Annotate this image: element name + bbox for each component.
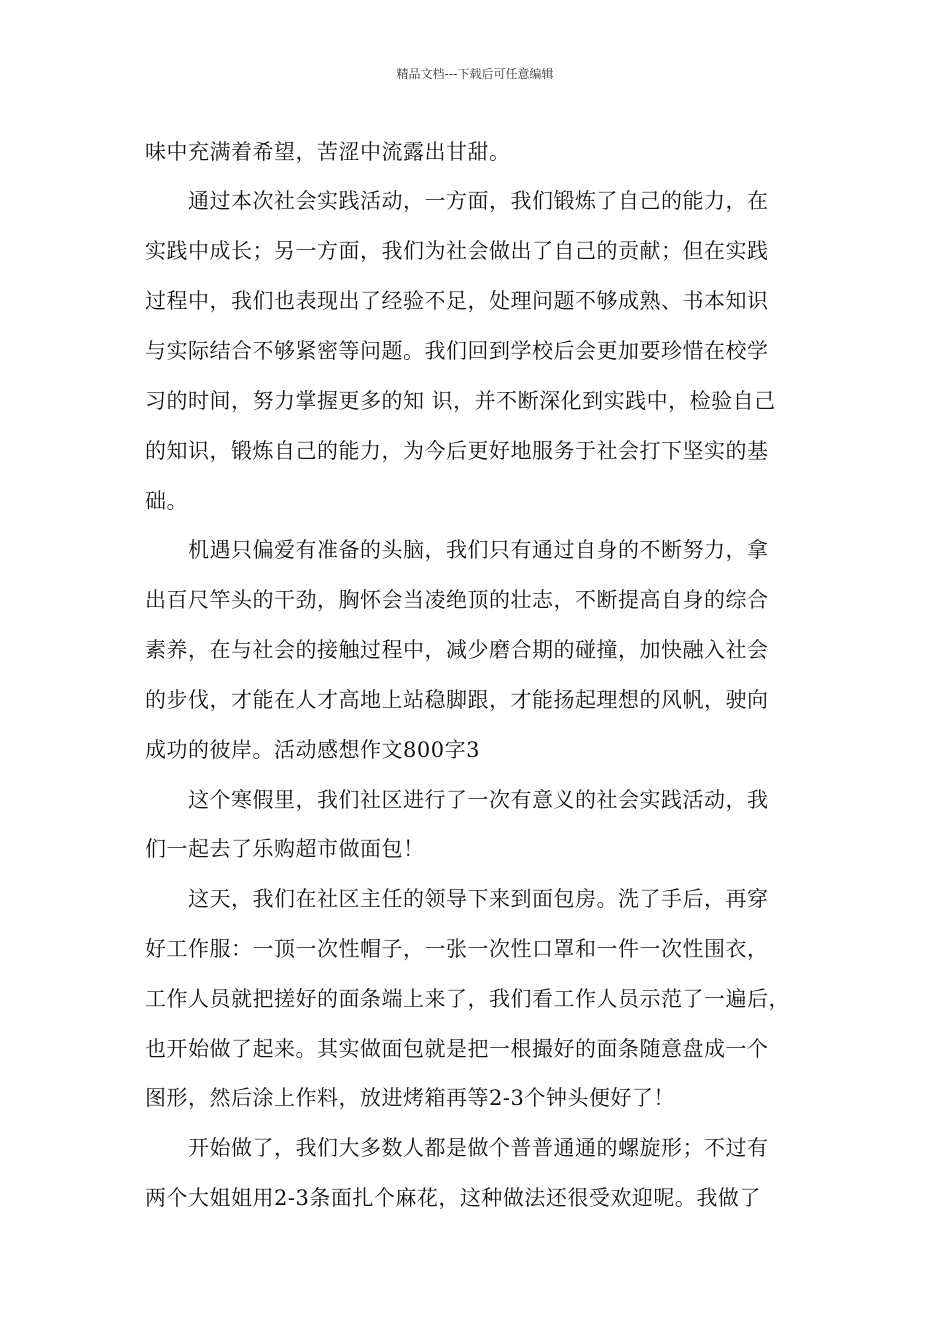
- text-line: 出百尺竿头的干劲，胸怀会当凌绝顶的壮志，不断提高自身的综合: [145, 588, 769, 612]
- text-line: 素养，在与社会的接触过程中，减少磨合期的碰撞，加快融入社会: [145, 638, 769, 662]
- text-line: 机遇只偏爱有准备的头脑，我们只有通过自身的不断努力，拿: [145, 538, 769, 562]
- text-line: 图形，然后涂上作料，放进烤箱再等2-3个钟头便好了！: [145, 1086, 675, 1110]
- text-line: 好工作服：一顶一次性帽子，一张一次性口罩和一件一次性围衣，: [145, 937, 769, 961]
- text-line: 这天，我们在社区主任的领导下来到面包房。洗了手后，再穿: [145, 887, 769, 911]
- text-line: 成功的彼岸。活动感想作文800字3: [145, 738, 480, 762]
- text-line: 的知识，锻炼自己的能力，为今后更好地服务于社会打下坚实的基: [145, 439, 769, 463]
- text-line: 两个大姐姐用2-3条面扎个麻花，这种做法还很受欢迎呢。我做了: [145, 1186, 761, 1210]
- text-line: 工作人员就把搓好的面条端上来了，我们看工作人员示范了一遍后，: [145, 987, 790, 1011]
- text-line: 实践中成长；另一方面，我们为社会做出了自己的贡献；但在实践: [145, 239, 769, 263]
- text-line: 的步伐，才能在人才高地上站稳脚跟，才能扬起理想的风帆，驶向: [145, 688, 769, 712]
- text-line: 开始做了，我们大多数人都是做个普普通通的螺旋形；不过有: [145, 1136, 769, 1160]
- text-line: 这个寒假里，我们社区进行了一次有意义的社会实践活动，我: [145, 788, 769, 812]
- text-line: 过程中，我们也表现出了经验不足，处理问题不够成熟、书本知识: [145, 289, 769, 313]
- text-line: 们一起去了乐购超市做面包！: [145, 837, 425, 861]
- page-header: 精品文档---下载后可任意编辑: [396, 67, 554, 81]
- text-line: 习的时间，努力掌握更多的知 识，并不断深化到实践中，检验自己: [145, 389, 776, 413]
- text-line: 也开始做了起来。其实做面包就是把一根撮好的面条随意盘成一个: [145, 1037, 769, 1061]
- text-line: 通过本次社会实践活动，一方面，我们锻炼了自己的能力，在: [145, 189, 769, 213]
- text-line: 味中充满着希望，苦涩中流露出甘甜。: [145, 140, 511, 164]
- text-line: 与实际结合不够紧密等问题。我们回到学校后会更加要珍惜在校学: [145, 339, 769, 363]
- text-line: 础。: [145, 489, 188, 513]
